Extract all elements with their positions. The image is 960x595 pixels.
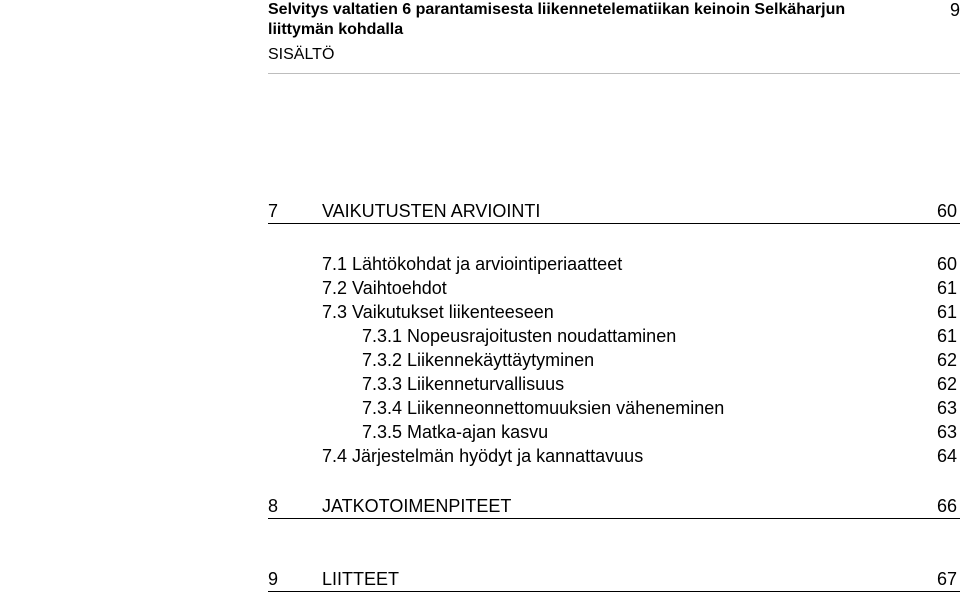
toc-page-number: 61 [936, 302, 957, 322]
page-number: 9 [949, 0, 960, 20]
toc-page-number: 63 [936, 398, 957, 418]
toc-entry-title: 7.3.3 Liikenneturvallisuus [362, 374, 565, 394]
toc-row-7-1[interactable] [268, 252, 960, 276]
toc-chapter-number: 8 [268, 496, 279, 516]
toc-chapter-number: 9 [268, 569, 279, 589]
section-label: SISÄLTÖ [268, 46, 335, 63]
toc-page-number: 67 [936, 569, 957, 589]
toc-entry-title: 7.2 Vaihtoehdot [322, 278, 447, 298]
toc-page-number: 63 [936, 422, 957, 442]
toc-row-7-3-1[interactable] [268, 324, 960, 348]
toc-page-number: 61 [936, 278, 957, 298]
toc-row-7-3[interactable] [268, 300, 960, 324]
toc-page-number: 62 [936, 374, 957, 394]
toc-row-7-3-3[interactable] [268, 372, 960, 396]
toc-page-number: 62 [936, 350, 957, 370]
toc-row-7-3-4[interactable] [268, 396, 960, 420]
toc-entry-title: 7.3.4 Liikenneonnettomuuksien väheneminen [362, 398, 725, 418]
toc-row-chapter-9[interactable] [268, 567, 960, 592]
toc-row-chapter-8[interactable] [268, 494, 960, 519]
toc-entry-title: JATKOTOIMENPITEET [322, 496, 512, 516]
toc-entry-title: 7.3.1 Nopeusrajoitusten noudattaminen [362, 326, 677, 346]
toc-entry-title: VAIKUTUSTEN ARVIOINTI [322, 201, 541, 221]
toc-row-7-4[interactable] [268, 444, 960, 468]
toc-page-number: 61 [936, 326, 957, 346]
toc-row-7-2[interactable] [268, 276, 960, 300]
toc-row-7-3-2[interactable] [268, 348, 960, 372]
toc-page-number: 64 [936, 446, 957, 466]
toc-entry-title: 7.3.2 Liikennekäyttäytyminen [362, 350, 595, 370]
toc-chapter-number: 7 [268, 201, 279, 221]
toc-row-chapter-7[interactable] [268, 199, 960, 224]
page-header [268, 0, 960, 74]
toc-entry-title: 7.3 Vaikutukset liikenteeseen [322, 302, 554, 322]
toc-entry-title: 7.3.5 Matka-ajan kasvu [362, 422, 549, 442]
toc-page-number: 60 [936, 201, 957, 221]
toc-page-number: 60 [936, 254, 957, 274]
toc-entry-title: LIITTEET [322, 569, 400, 589]
toc-entry-title: 7.4 Järjestelmän hyödyt ja kannattavuus [322, 446, 644, 466]
toc-row-7-3-5[interactable] [268, 420, 960, 444]
toc-page-number: 66 [936, 496, 957, 516]
toc-entry-title: 7.1 Lähtökohdat ja arviointiperiaatteet [322, 254, 623, 274]
document-title: Selvitys valtatien 6 parantamisesta liikennetelematiikan keinoin Selkäharjun liittymän kohdalla [268, 1, 846, 38]
